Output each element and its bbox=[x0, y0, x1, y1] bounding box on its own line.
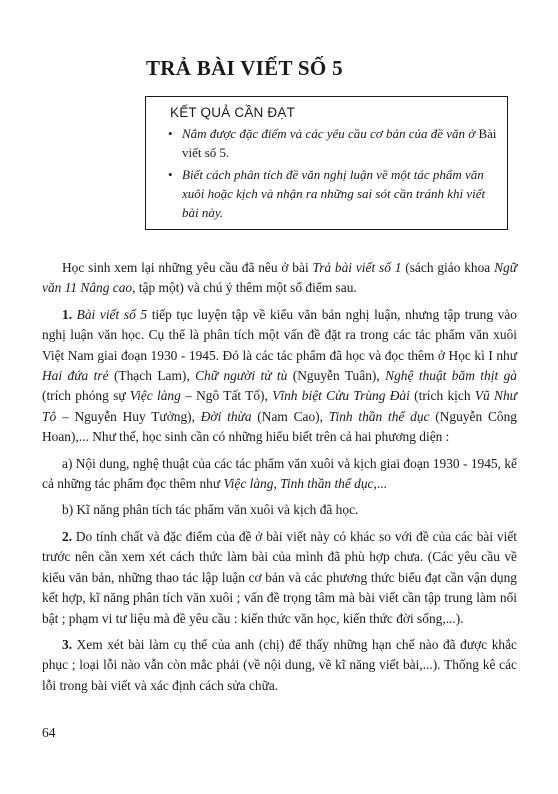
bullet-icon: • bbox=[168, 126, 173, 141]
objectives-heading: KẾT QUẢ CẦN ĐẠT bbox=[170, 105, 296, 120]
intro-paragraph: Học sinh xem lại những yêu cầu đã nêu ở bài Trả bài viết số 1 (sách giáo khoa Ngữ văn 11 Nâng cao, tập một) và chú ý thêm một số điểm sau. bbox=[42, 260, 517, 296]
page-title: TRẢ BÀI VIẾT SỐ 5 bbox=[146, 56, 343, 80]
section-number: 1. bbox=[62, 306, 73, 322]
page-number: 64 bbox=[42, 725, 56, 740]
item-a-paragraph: a) Nội dung, nghệ thuật của các tác phẩm văn xuôi và kịch giai đoạn 1930 - 1945, kể cả những tác phẩm đọc thêm như Việc làng, Tinh thần thể dục,... bbox=[42, 455, 517, 492]
item-b-paragraph: b) Kĩ năng phân tích tác phẩm văn xuôi và kịch đã học. bbox=[62, 502, 359, 518]
body-text bbox=[42, 258, 517, 702]
section-number: 3. bbox=[62, 636, 73, 652]
objective-text-plain: Bài viết số 5. bbox=[182, 126, 497, 160]
objective-item bbox=[168, 124, 497, 162]
section-1-paragraph: 1. Bài viết số 5 tiếp tục luyện tập về kiểu văn bản nghị luận, nhưng tập trung vào nghị luận văn học. Cụ thể là phân tích một vấn đề đặt ra trong các tác phẩm văn xuôi Việt Nam giai đoạn 1930 - 1945. Đó là các tác phẩm đã học và đọc thêm ở Học kì I như Hai đứa trẻ (Thạch Lam), Chữ người tử tù (Nguyễn Tuân), Nghệ thuật băm thịt gà (trích phóng sự Việc làng – Ngô Tất Tố), Vĩnh biệt Cửu Trùng Đài (trích kịch Vũ Như Tô – Nguyễn Huy Tưởng), Đời thừa (Nam Cao), Tinh thần thể dục (Nguyễn Công Hoan),... Như thế, học sinh cần có những hiểu biết trên cả hai phương diện : bbox=[42, 306, 518, 445]
bullet-icon: • bbox=[168, 167, 173, 182]
learning-objectives-box bbox=[145, 96, 508, 230]
objectives-list bbox=[168, 124, 497, 222]
objective-item bbox=[168, 165, 497, 222]
section-3-paragraph: 3. Xem xét bài làm cụ thể của anh (chị) để thấy những hạn chế nào đã được khắc phục ; loại lỗi nào vẫn còn mắc phải (về nội dung, về kĩ năng viết bài,...). Thống kê các lỗi trong bài viết và xác định cách sửa chữa. bbox=[42, 636, 517, 693]
section-number: 2. bbox=[62, 528, 73, 544]
section-2-paragraph: 2. Do tính chất và đặc điểm của đề ở bài viết này có khác so với đề của các bài viết trước nên cần xem xét cách thức làm bài của mình đã phù hợp chưa. (Các yêu cầu về kiểu văn bản, những thao tác lập luận cơ bản và các phương thức biểu đạt cần vận dụng kết hợp, kĩ năng phân tích văn xuôi ; vấn đề trọng tâm mà bài viết cần tập trung làm nổi bật ; phạm vi tư liệu mà đề yêu cầu : kiến thức văn học, kiến thức đời sống,...). bbox=[42, 528, 517, 626]
objective-text: Biết cách phân tích đề văn nghị luận về một tác phẩm văn xuôi hoặc kịch và nhận ra những sai sót cần tránh khi viết bài này. bbox=[182, 167, 486, 220]
objective-text: Nắm được đặc điểm và các yêu cầu cơ bản của đề văn ở bbox=[182, 126, 476, 141]
